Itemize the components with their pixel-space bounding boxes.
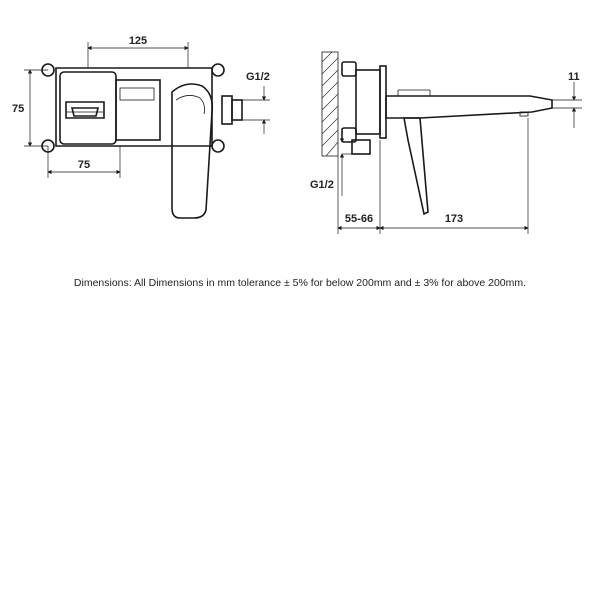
dim-label-75-height: 75: [12, 103, 25, 115]
valve-box: [116, 80, 160, 140]
spout: [386, 96, 552, 118]
wall-hatch: [322, 52, 338, 156]
dim-label-11: 11: [568, 71, 580, 83]
dimensions-note: Dimensions: All Dimensions in mm tolerance ± 5% for below 200mm and ± 3% for above 200mm.: [73, 277, 527, 289]
mount-ear-bottom-right: [212, 140, 224, 152]
dim-label-55-66: 55-66: [344, 213, 374, 225]
lever-handle: [172, 84, 212, 218]
dim-label-125: 125: [128, 35, 148, 47]
mount-body: [342, 62, 356, 76]
dim-label-173: 173: [444, 213, 464, 225]
thread-fitting: [222, 96, 232, 124]
side-view: [310, 52, 582, 234]
front-view: [12, 35, 270, 218]
mount-ear-top-right: [212, 64, 224, 76]
dim-label-thread-front: G1/2: [246, 71, 270, 83]
dim-label-75-width: 75: [77, 159, 91, 171]
lever-side: [404, 118, 428, 214]
dim-label-thread-side: G1/2: [310, 179, 334, 191]
wall: [322, 52, 338, 156]
opening-slot: [66, 102, 104, 118]
